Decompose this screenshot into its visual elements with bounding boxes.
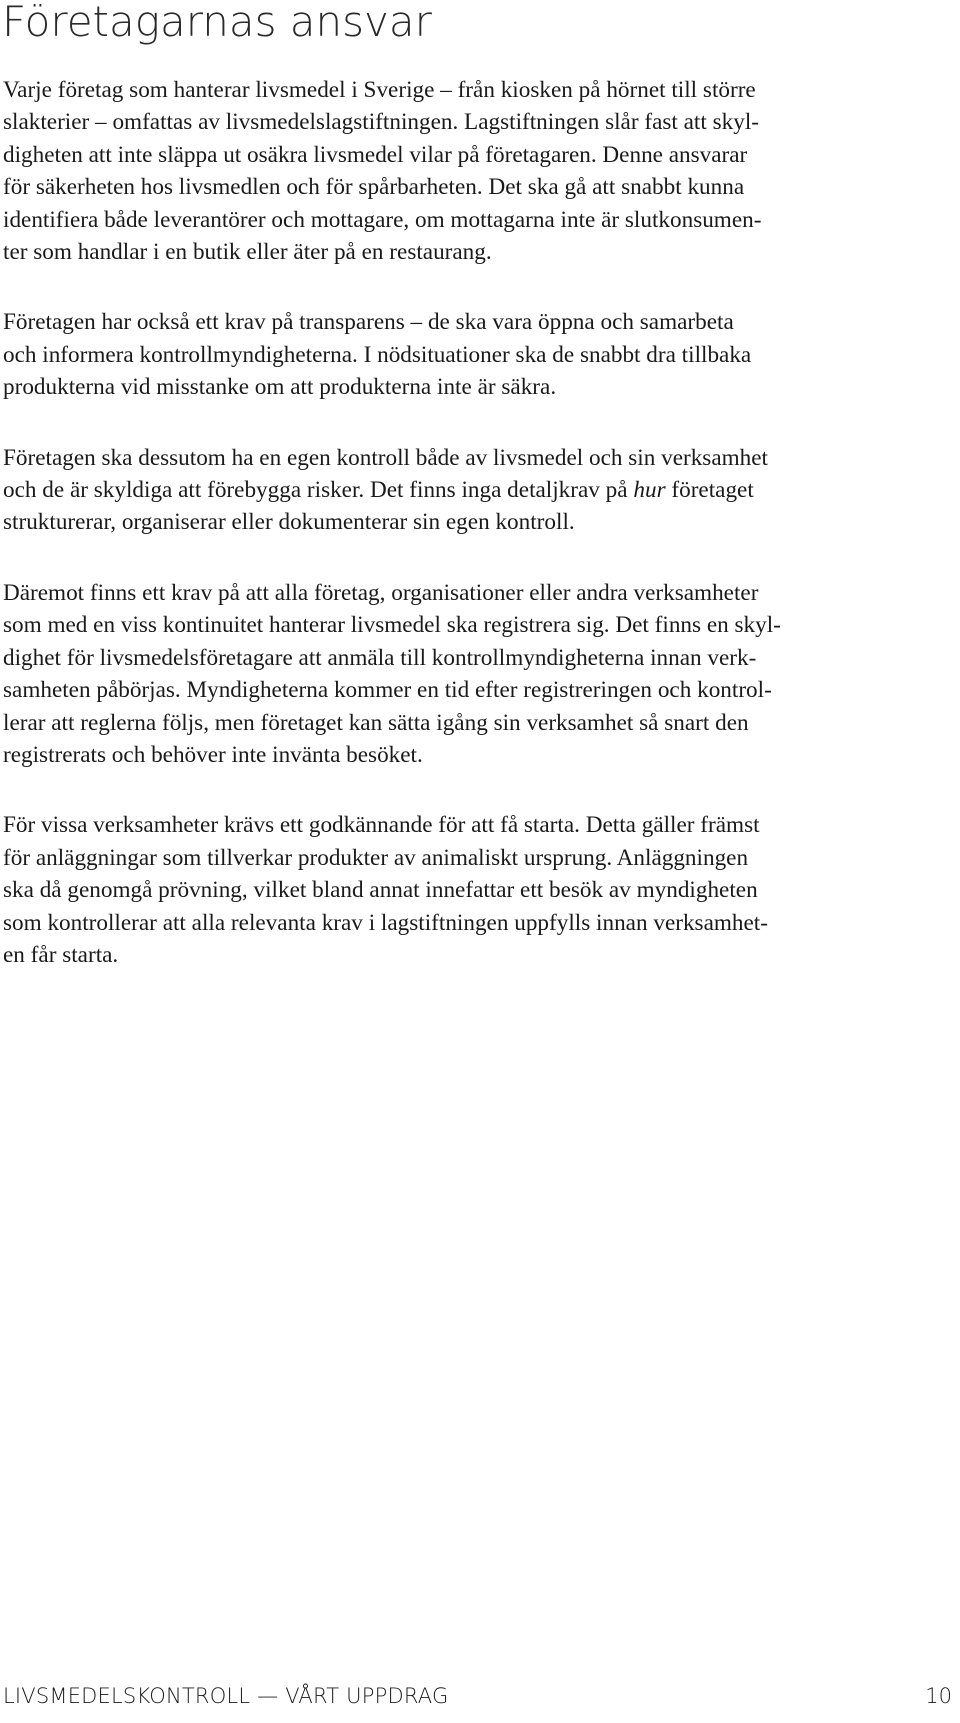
text-line: digheten att inte släppa ut osäkra livsmedel vilar på företagaren. Denne ansvarar — [3, 141, 748, 168]
text-line: registrerats och behöver inte invänta besöket. — [3, 741, 423, 768]
text-line: som med en viss kontinuitet hanterar livsmedel ska registrera sig. Det finns en skyl- — [3, 612, 781, 639]
text-line: Företagen har också ett krav på transparens – de ska vara öppna och samarbeta — [3, 309, 734, 336]
page-number: 10 — [925, 1684, 952, 1708]
text-line: för säkerheten hos livsmedlen och för spårbarheten. Det ska gå att snabbt kunna — [3, 174, 745, 201]
emphasis-hur: hur — [633, 477, 666, 504]
text-line: ska då genomgå prövning, vilket bland annat innefattar ett besök av myndigheten — [3, 877, 758, 904]
text-line: en får starta. — [3, 941, 119, 968]
text-line: ter som handlar i en butik eller äter på en restaurang. — [3, 239, 492, 266]
page-title: Företagarnas ansvar — [2, 0, 432, 46]
text-line: slakterier – omfattas av livsmedelslagstiftningen. Lagstiftningen slår fast att skyl- — [3, 109, 759, 136]
paragraph-3 — [3, 442, 948, 539]
paragraph-1 — [3, 74, 948, 268]
text-line: samheten påbörjas. Myndigheterna kommer en tid efter registreringen och kontrol- — [3, 677, 772, 704]
text-line: Varje företag som hanterar livsmedel i Sverige – från kiosken på hörnet till större — [3, 77, 756, 103]
text-line: För vissa verksamheter krävs ett godkännande för att få starta. Detta gäller främst — [3, 812, 760, 839]
text-run: och de är skyldiga att förebygga risker. Det finns inga detaljkrav på — [3, 477, 634, 504]
text-run: företaget — [665, 477, 754, 504]
running-footer-title: LIVSMEDELSKONTROLL — VÅRT UPPDRAG — [3, 1684, 449, 1708]
text-line: som kontrollerar att alla relevanta krav i lagstiftningen uppfylls innan verksamhet- — [3, 909, 768, 936]
text-line: strukturerar, organiserar eller dokumenterar sin egen kontroll. — [3, 509, 575, 536]
text-line: dighet för livsmedelsföretagare att anmäla till kontrollmyndigheterna innan verk- — [3, 644, 757, 671]
text-line: identifiera både leverantörer och mottagare, om mottagarna inte är slutkonsumen- — [3, 206, 762, 233]
text-line: och informera kontrollmyndigheterna. I nödsituationer ska de snabbt dra tillbaka — [3, 341, 752, 368]
body-text — [3, 74, 948, 1009]
paragraph-2 — [3, 306, 948, 403]
text-line: Företagen ska dessutom ha en egen kontroll både av livsmedel och sin verksamhet — [3, 444, 768, 471]
paragraph-5 — [3, 809, 948, 971]
paragraph-4 — [3, 577, 948, 771]
text-line: produkterna vid misstanke om att produkterna inte är säkra. — [3, 374, 557, 401]
text-line: Däremot finns ett krav på att alla företag, organisationer eller andra verksamheter — [3, 579, 759, 606]
text-line — [3, 474, 948, 506]
text-line: lerar att reglerna följs, men företaget kan sätta igång sin verksamhet så snart den — [3, 709, 749, 736]
text-line: för anläggningar som tillverkar produkter av animaliskt ursprung. Anläggningen — [3, 844, 749, 871]
